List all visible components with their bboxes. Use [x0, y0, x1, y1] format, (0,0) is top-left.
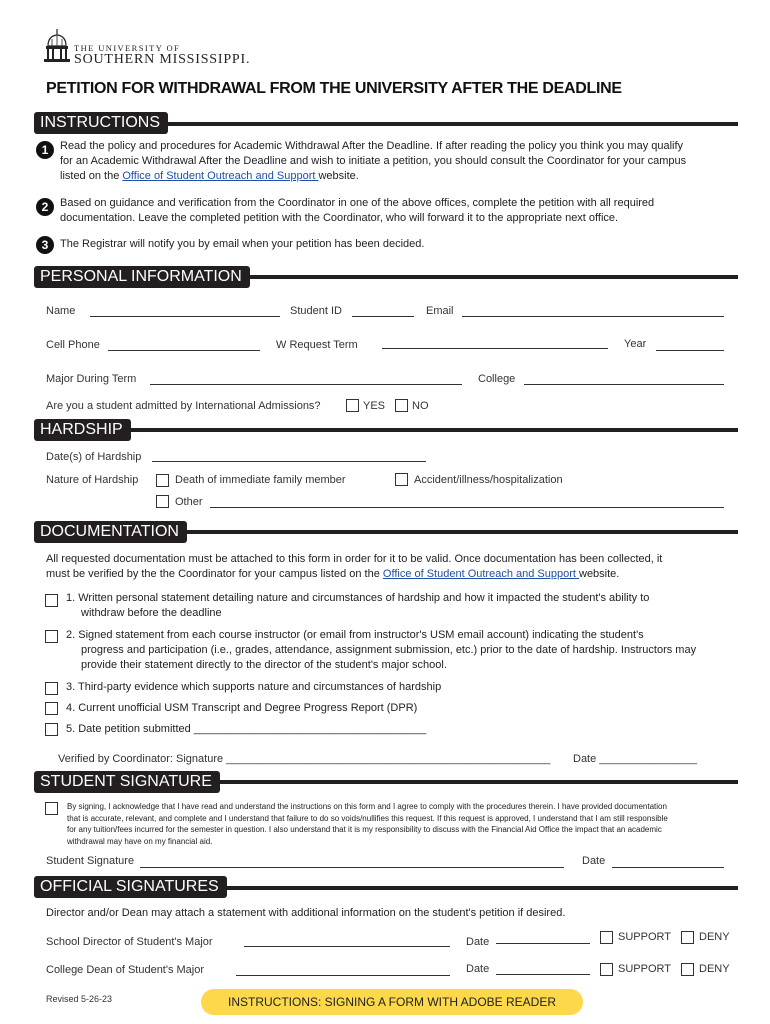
ack-line-2: that is accurate, relevant, and complete and I understand that failure to do so voids/nullifies this request. If this request is approved, I understand that I am still responsible: [67, 813, 668, 823]
yes-label: YES: [363, 400, 386, 412]
dean-signature-field[interactable]: [236, 975, 450, 976]
coordinator-signature[interactable]: Verified by Coordinator: Signature _____________________________________________________: [58, 753, 551, 765]
section-heading-instructions: INSTRUCTIONS: [34, 112, 168, 134]
dome-icon: [42, 28, 72, 66]
doc-item-1-checkbox[interactable]: [45, 594, 58, 607]
name-field[interactable]: [90, 316, 280, 317]
doc-item-2-c: provide their statement directly to the director of the student's major school.: [81, 659, 447, 671]
doc-item-2-b: progress and participation (i.e., grades, attendance, assignment submission, etc.) prior to the date of hardship. Instructors may: [81, 644, 697, 656]
email-field[interactable]: [462, 316, 724, 317]
university-line2: SOUTHERN MISSISSIPPI.: [74, 52, 251, 67]
step-number: 3: [36, 236, 54, 254]
revised-date: Revised 5-26-23: [46, 994, 113, 1004]
doc-item-2-checkbox[interactable]: [45, 630, 58, 643]
dean-support-label: SUPPORT: [618, 963, 671, 975]
death-label: Death of immediate family member: [175, 474, 346, 486]
yes-checkbox[interactable]: [346, 399, 359, 412]
section-heading-hardship: HARDSHIP: [34, 419, 131, 441]
student-signature-label: Student Signature: [46, 855, 135, 867]
hardship-dates-label: Date(s) of Hardship: [46, 451, 142, 463]
doc-item-4: 4. Current unofficial USM Transcript and Degree Progress Report (DPR): [66, 702, 418, 714]
director-label: School Director of Student's Major: [46, 936, 213, 948]
doc-item-3-checkbox[interactable]: [45, 682, 58, 695]
documentation-intro-b-end: website.: [579, 568, 620, 580]
director-date-field[interactable]: [496, 943, 590, 944]
other-label: Other: [175, 496, 203, 508]
university-logo: [42, 28, 262, 68]
name-label: Name: [46, 305, 76, 317]
student-id-label: Student ID: [290, 305, 342, 317]
college-label: College: [478, 373, 516, 385]
no-label: NO: [412, 400, 429, 412]
major-label: Major During Term: [46, 373, 137, 385]
director-support-label: SUPPORT: [618, 931, 671, 943]
doc-item-1-a: 1. Written personal statement detailing nature and circumstances of hardship and how it impacted the student's ability to: [66, 592, 650, 604]
doc-item-3: 3. Third-party evidence which supports nature and circumstances of hardship: [66, 681, 442, 693]
ack-line-3: for any tuition/fees incurred for the semester in question. I also understand that it is my responsibility to discuss with the Financial Aid Office the impact that an academic: [67, 825, 662, 834]
major-field[interactable]: [150, 384, 462, 385]
doc-item-2-a: 2. Signed statement from each course instructor (or email from instructor's USM email account) indicating the student's: [66, 629, 644, 641]
dean-support-checkbox[interactable]: [600, 963, 613, 976]
documentation-intro-b: must be verified by the the Coordinator for your campus listed on the: [46, 568, 383, 580]
dean-label: College Dean of Student's Major: [46, 964, 205, 976]
documentation-intro: [46, 552, 736, 582]
step-2-line-a: Based on guidance and verification from the Coordinator in one of the above offices, complete the petition with all required: [60, 197, 655, 209]
dean-date-label: Date: [466, 963, 490, 975]
doc-item-1-b: withdraw before the deadline: [81, 607, 222, 619]
student-date-field[interactable]: [612, 867, 724, 868]
director-date-label: Date: [466, 936, 490, 948]
doc-item-5-checkbox[interactable]: [45, 723, 58, 736]
documentation-intro-a: All requested documentation must be attached to this form in order for it to be valid. Once documentation has been collected, it: [46, 553, 663, 565]
step-number: 2: [36, 198, 54, 216]
section-rule: [230, 275, 738, 279]
step-1-line-c-end: website.: [318, 170, 359, 182]
doc-item-2: [66, 628, 736, 673]
w-request-term-field[interactable]: [382, 348, 608, 349]
director-support-checkbox[interactable]: [600, 931, 613, 944]
death-checkbox[interactable]: [156, 474, 169, 487]
instruction-step-3: The Registrar will notify you by email when your petition has been decided.: [60, 238, 425, 250]
acknowledgement-text: [67, 801, 737, 847]
accident-label: Accident/illness/hospitalization: [414, 474, 563, 486]
outreach-support-link[interactable]: Office of Student Outreach and Support: [122, 170, 319, 182]
official-note: Director and/or Dean may attach a statement with additional information on the student's petition if desired.: [46, 907, 566, 919]
section-heading-student-signature: STUDENT SIGNATURE: [34, 771, 220, 793]
section-rule: [150, 122, 738, 126]
year-label: Year: [624, 338, 647, 350]
director-signature-field[interactable]: [244, 946, 450, 947]
outreach-support-link-2[interactable]: Office of Student Outreach and Support: [382, 568, 579, 580]
doc-item-1: [66, 591, 736, 621]
director-deny-label: DENY: [699, 931, 730, 943]
adobe-instructions-button[interactable]: INSTRUCTIONS: SIGNING A FORM WITH ADOBE READER: [201, 989, 583, 1015]
director-deny-checkbox[interactable]: [681, 931, 694, 944]
section-heading-documentation: DOCUMENTATION: [34, 521, 187, 543]
hardship-dates-field[interactable]: [152, 461, 426, 462]
step-1-line-c: listed on the: [60, 170, 123, 182]
instruction-step-2: [60, 196, 740, 226]
step-1-line-a: Read the policy and procedures for Academic Withdrawal After the Deadline. If after reading the policy you think you may qualify: [60, 140, 684, 152]
step-2-line-b: documentation. Leave the completed petition with the Coordinator, who will forward it to the appropriate next office.: [60, 212, 619, 224]
ack-line-4: withdrawal may have on my financial aid.: [67, 836, 213, 846]
international-question: Are you a student admitted by International Admissions?: [46, 400, 321, 412]
section-rule: [180, 530, 738, 534]
acknowledge-checkbox[interactable]: [45, 802, 58, 815]
step-number: 1: [36, 141, 54, 159]
hardship-nature-label: Nature of Hardship: [46, 474, 139, 486]
other-field[interactable]: [210, 507, 724, 508]
doc-item-5: 5. Date petition submitted ______________________________________: [66, 723, 427, 735]
dean-deny-checkbox[interactable]: [681, 963, 694, 976]
year-field[interactable]: [656, 350, 724, 351]
dean-date-field[interactable]: [496, 974, 590, 975]
section-rule: [200, 886, 738, 890]
section-heading-personal: PERSONAL INFORMATION: [34, 266, 250, 288]
college-field[interactable]: [524, 384, 724, 385]
section-rule: [196, 780, 738, 784]
email-label: Email: [426, 305, 454, 317]
dean-deny-label: DENY: [699, 963, 730, 975]
step-1-line-b: for an Academic Withdrawal After the Deadline and wish to initiate a petition, you should consult the Coordinator for your campus: [60, 155, 687, 167]
section-heading-official: OFFICIAL SIGNATURES: [34, 876, 227, 898]
cell-phone-label: Cell Phone: [46, 339, 100, 351]
student-signature-field[interactable]: [140, 867, 564, 868]
no-checkbox[interactable]: [395, 399, 408, 412]
ack-line-1: By signing, I acknowledge that I have read and understand the instructions on this form and I agree to comply with the procedures therein. I have provided documentation: [67, 802, 667, 811]
other-checkbox[interactable]: [156, 495, 169, 508]
student-id-field[interactable]: [352, 316, 414, 317]
cell-phone-field[interactable]: [108, 350, 260, 351]
w-request-term-label: W Request Term: [276, 339, 358, 351]
university-line1: THE UNIVERSITY OF: [74, 43, 181, 53]
student-date-label: Date: [582, 855, 606, 867]
accident-checkbox[interactable]: [395, 473, 408, 486]
coordinator-date[interactable]: Date ________________: [573, 753, 698, 765]
page-title: PETITION FOR WITHDRAWAL FROM THE UNIVERSITY AFTER THE DEADLINE: [46, 80, 622, 97]
section-rule: [110, 428, 738, 432]
doc-item-4-checkbox[interactable]: [45, 702, 58, 715]
instruction-step-1: [60, 139, 740, 184]
